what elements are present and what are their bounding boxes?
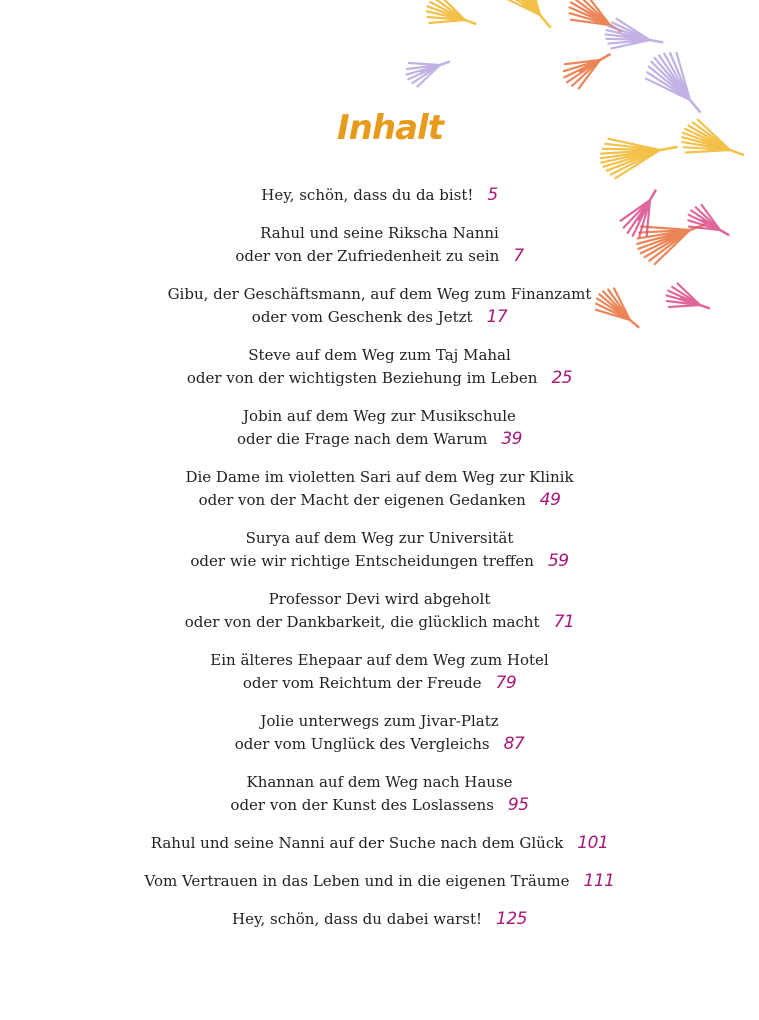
toc-entry: [0, 184, 759, 207]
toc-page-number: 71: [553, 612, 575, 632]
table-of-contents: [0, 184, 759, 946]
toc-entry-text: Jobin auf dem Weg zur Musikschule: [243, 407, 516, 425]
toc-entry-subtitle: [0, 428, 759, 451]
toc-page-number: 39: [501, 429, 522, 449]
toc-page-number: 95: [507, 795, 529, 815]
toc-entry-text: oder von der wichtigsten Beziehung im Leben: [186, 369, 538, 387]
page-title: Inhalt: [337, 108, 443, 148]
toc-entry-text: Rahul und seine Rikscha Nanni: [260, 224, 499, 242]
brush-feather: [603, 17, 666, 57]
toc-entry: [0, 649, 759, 695]
toc-page-number: 87: [503, 734, 525, 754]
toc-entry-text: oder wie wir richtige Entscheidungen treffen: [190, 552, 534, 570]
toc-entry-text: Khannan auf dem Weg nach Hause: [246, 773, 513, 791]
toc-entry-title: [0, 184, 759, 207]
toc-entry-text: Jolie unterwegs zum Jivar-Platz: [260, 712, 499, 730]
toc-entry-title: [0, 588, 759, 611]
toc-entry-text: oder von der Macht der eigenen Gedanken: [198, 491, 526, 509]
toc-page-number: 5: [487, 185, 498, 205]
toc-entry: [0, 283, 759, 329]
toc-entry-title: [0, 405, 759, 428]
toc-entry: [0, 527, 759, 573]
toc-entry-text: Hey, schön, dass du da bist!: [261, 186, 474, 204]
toc-entry-title: [0, 283, 759, 306]
toc-entry-subtitle: [0, 306, 759, 329]
toc-entry-text: Steve auf dem Weg zum Taj Mahal: [248, 346, 511, 364]
toc-entry-text: Ein älteres Ehepaar auf dem Weg zum Hotel: [210, 651, 549, 669]
toc-entry-title: [0, 466, 759, 489]
toc-entry-subtitle: [0, 367, 759, 390]
toc-entry: [0, 405, 759, 451]
brush-feather: [564, 0, 630, 45]
toc-entry-text: Gibu, der Geschäftsmann, auf dem Weg zum Finanzamt: [167, 285, 592, 303]
toc-entry-text: oder von der Zufriedenheit zu sein: [235, 247, 500, 265]
toc-entry-title: [0, 222, 759, 245]
toc-entry-subtitle: [0, 672, 759, 695]
toc-entry: [0, 588, 759, 634]
toc-entry-title: [0, 832, 759, 855]
toc-entry-text: Rahul und seine Nanni auf der Suche nach dem Glück: [150, 834, 564, 852]
toc-entry-title: [0, 527, 759, 550]
toc-entry: [0, 466, 759, 512]
toc-entry-title: [0, 771, 759, 794]
toc-entry: [0, 222, 759, 268]
toc-page-number: 79: [495, 673, 517, 693]
toc-entry-text: Die Dame im violetten Sari auf dem Weg zur Klinik: [185, 468, 574, 486]
toc-entry-subtitle: [0, 245, 759, 268]
toc-entry-text: Surya auf dem Weg zur Universität: [245, 529, 514, 547]
toc-entry-text: Vom Vertrauen in das Leben und in die eigenen Träume: [144, 872, 570, 890]
toc-page-number: 101: [577, 833, 609, 853]
toc-entry-title: [0, 710, 759, 733]
toc-entry-title: [0, 344, 759, 367]
toc-entry: [0, 344, 759, 390]
toc-page-number: 59: [547, 551, 569, 571]
brush-feather: [422, 0, 481, 38]
toc-entry-title: [0, 908, 759, 931]
toc-page-number: 125: [496, 909, 527, 929]
toc-page-number: 7: [513, 246, 524, 266]
toc-entry-text: Professor Devi wird abgeholt: [268, 590, 491, 608]
toc-entry-subtitle: [0, 489, 759, 512]
toc-entry-text: Hey, schön, dass du dabei warst!: [232, 910, 483, 928]
brush-feather: [559, 42, 618, 92]
toc-page-number: 49: [539, 490, 561, 510]
toc-entry-subtitle: [0, 611, 759, 634]
toc-entry-text: oder vom Geschenk des Jetzt: [251, 308, 473, 326]
toc-entry-text: oder vom Unglück des Vergleichs: [234, 735, 490, 753]
brush-feather: [489, 0, 566, 40]
toc-page-number: 17: [486, 307, 508, 327]
toc-entry-title: [0, 870, 759, 893]
toc-entry-text: oder die Frage nach dem Warum: [237, 430, 488, 448]
toc-entry-title: [0, 649, 759, 672]
toc-entry-text: oder vom Reichtum der Freude: [242, 674, 482, 692]
toc-entry-subtitle: [0, 550, 759, 573]
toc-entry: [0, 908, 759, 931]
toc-entry-subtitle: [0, 794, 759, 817]
brush-feather: [403, 50, 454, 89]
toc-page-number: 111: [583, 871, 615, 891]
toc-entry: [0, 870, 759, 893]
toc-entry: [0, 832, 759, 855]
toc-entry-text: oder von der Kunst des Loslassens: [230, 796, 494, 814]
toc-entry-subtitle: [0, 733, 759, 756]
toc-entry: [0, 710, 759, 756]
toc-page-number: 25: [551, 368, 573, 388]
toc-entry: [0, 771, 759, 817]
toc-entry-text: oder von der Dankbarkeit, die glücklich macht: [184, 613, 540, 631]
